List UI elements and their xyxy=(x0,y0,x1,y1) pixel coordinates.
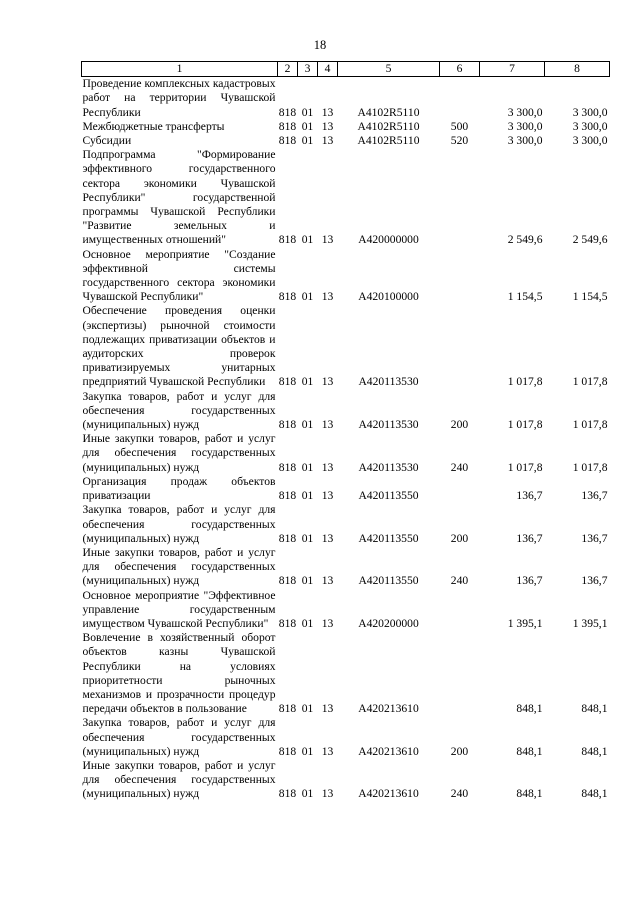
table-row xyxy=(82,120,610,134)
row-ministry-code: 818 xyxy=(278,105,297,119)
row-expense-type: 500 xyxy=(450,119,469,133)
row-section: 01 xyxy=(301,744,314,758)
row-amount-1: 136,7 xyxy=(516,531,543,545)
row-amount-2: 136,7 xyxy=(581,531,608,545)
row-name: Вовлечение в хозяйственный оборот объектов казны Чувашской Республики на условиях приоритетности рыночных механизмов и прозрачности процедур передачи объектов в пользование xyxy=(82,631,276,716)
row-name: Организация продаж объектов приватизации xyxy=(82,474,276,503)
row-amount-2: 1 017,8 xyxy=(572,460,608,474)
row-subsection: 13 xyxy=(321,787,334,801)
row-ministry-code: 818 xyxy=(278,787,297,801)
row-amount-1: 3 300,0 xyxy=(507,134,543,148)
row-amount-1: 136,7 xyxy=(516,489,543,503)
row-subsection: 13 xyxy=(321,375,334,389)
row-section: 01 xyxy=(301,418,314,432)
row-amount-1: 1 154,5 xyxy=(507,290,543,304)
row-expense-type: 240 xyxy=(450,787,469,801)
row-amount-1: 3 300,0 xyxy=(507,105,543,119)
row-amount-2: 848,1 xyxy=(581,744,608,758)
row-section: 01 xyxy=(301,616,314,630)
row-target-item: A420113550 xyxy=(358,489,419,503)
row-ministry-code: 818 xyxy=(278,460,297,474)
row-subsection: 13 xyxy=(321,744,334,758)
table-row xyxy=(82,546,610,589)
row-amount-1: 848,1 xyxy=(516,787,543,801)
row-target-item: A420000000 xyxy=(358,233,419,247)
row-target-item: A420113530 xyxy=(358,460,419,474)
row-amount-1: 848,1 xyxy=(516,744,543,758)
header-row xyxy=(82,62,610,77)
row-expense-type: 200 xyxy=(450,418,469,432)
row-subsection: 13 xyxy=(321,418,334,432)
row-target-item: A420113530 xyxy=(358,375,419,389)
row-section: 01 xyxy=(301,574,314,588)
row-name: Закупка товаров, работ и услуг для обеспечения государственных (муниципальных) нужд xyxy=(82,389,276,432)
row-target-item: A4102R5110 xyxy=(357,119,420,133)
row-name: Межбюджетные трансферты xyxy=(82,119,225,133)
row-amount-2: 3 300,0 xyxy=(572,105,608,119)
table-row xyxy=(82,248,610,305)
row-subsection: 13 xyxy=(321,460,334,474)
row-section: 01 xyxy=(301,702,314,716)
header-cell: 2 xyxy=(278,62,298,77)
table-row xyxy=(82,503,610,546)
row-subsection: 13 xyxy=(321,616,334,630)
row-amount-2: 848,1 xyxy=(581,787,608,801)
row-target-item: A420200000 xyxy=(358,616,419,630)
row-ministry-code: 818 xyxy=(278,375,297,389)
row-ministry-code: 818 xyxy=(278,290,297,304)
row-ministry-code: 818 xyxy=(278,574,297,588)
row-amount-1: 1 017,8 xyxy=(507,460,543,474)
header-cell: 7 xyxy=(480,62,545,77)
row-subsection: 13 xyxy=(321,134,334,148)
table-row xyxy=(82,304,610,389)
row-amount-2: 2 549,6 xyxy=(572,233,608,247)
row-subsection: 13 xyxy=(321,119,334,133)
row-amount-1: 1 017,8 xyxy=(507,418,543,432)
row-ministry-code: 818 xyxy=(278,744,297,758)
table-row xyxy=(82,390,610,433)
table-row xyxy=(82,759,610,802)
row-name: Субсидии xyxy=(82,134,132,148)
row-amount-2: 136,7 xyxy=(581,489,608,503)
row-amount-2: 1 395,1 xyxy=(572,616,608,630)
row-name: Иные закупки товаров, работ и услуг для обеспечения государственных (муниципальных) нужд xyxy=(82,758,276,801)
row-amount-2: 1 154,5 xyxy=(572,290,608,304)
row-amount-1: 3 300,0 xyxy=(507,119,543,133)
row-name: Иные закупки товаров, работ и услуг для обеспечения государственных (муниципальных) нужд xyxy=(82,432,276,474)
table-row xyxy=(82,631,610,716)
row-section: 01 xyxy=(301,531,314,545)
row-amount-2: 136,7 xyxy=(581,574,608,588)
row-name: Обеспечение проведения оценки (экспертизы) рыночной стоимости подлежащих приватизации объектов и аудиторских проверок приватизируемых унитарных предприятий Чувашской Республики xyxy=(82,304,276,389)
row-section: 01 xyxy=(301,105,314,119)
row-name: Проведение комплексных кадастровых работ на территории Чувашской Республики xyxy=(82,77,276,119)
row-expense-type xyxy=(440,589,480,632)
row-expense-type: 520 xyxy=(450,134,469,148)
row-target-item: A420100000 xyxy=(358,290,419,304)
row-section: 01 xyxy=(301,290,314,304)
row-amount-1: 2 549,6 xyxy=(507,233,543,247)
row-expense-type xyxy=(440,631,480,716)
row-expense-type: 200 xyxy=(450,531,469,545)
row-ministry-code: 818 xyxy=(278,119,297,133)
budget-table xyxy=(81,61,610,802)
row-ministry-code: 818 xyxy=(278,418,297,432)
header-cell: 6 xyxy=(440,62,480,77)
row-subsection: 13 xyxy=(321,105,334,119)
row-expense-type xyxy=(440,248,480,305)
table-row xyxy=(82,589,610,632)
row-amount-2: 3 300,0 xyxy=(572,134,608,148)
row-subsection: 13 xyxy=(321,489,334,503)
row-amount-1: 136,7 xyxy=(516,574,543,588)
table-row xyxy=(82,432,610,475)
row-ministry-code: 818 xyxy=(278,616,297,630)
row-subsection: 13 xyxy=(321,233,334,247)
row-amount-1: 1 017,8 xyxy=(507,375,543,389)
row-expense-type xyxy=(440,304,480,389)
table-row xyxy=(82,134,610,148)
row-expense-type: 240 xyxy=(450,460,469,474)
row-amount-2: 1 017,8 xyxy=(572,418,608,432)
table-row xyxy=(82,77,610,120)
row-name: Основное мероприятие "Создание эффективной системы государственного сектора экономики Чувашской Республики" xyxy=(82,247,276,304)
row-name: Подпрограмма "Формирование эффективного государственного сектора экономики Чувашской Республики" государственной программы Чувашской Республики "Развитие земельных и имущественных отношений" xyxy=(82,148,276,247)
row-target-item: A420113550 xyxy=(358,531,419,545)
header-cell: 4 xyxy=(318,62,338,77)
row-target-item: A420113530 xyxy=(358,418,419,432)
row-amount-1: 1 395,1 xyxy=(507,616,543,630)
row-expense-type xyxy=(440,148,480,247)
row-subsection: 13 xyxy=(321,290,334,304)
row-name: Иные закупки товаров, работ и услуг для обеспечения государственных (муниципальных) нужд xyxy=(82,545,276,588)
header-cell: 5 xyxy=(338,62,440,77)
row-expense-type xyxy=(440,77,480,120)
row-target-item: A4102R5110 xyxy=(357,105,420,119)
row-subsection: 13 xyxy=(321,574,334,588)
row-amount-2: 1 017,8 xyxy=(572,375,608,389)
row-ministry-code: 818 xyxy=(278,531,297,545)
row-section: 01 xyxy=(301,134,314,148)
row-expense-type: 200 xyxy=(450,744,469,758)
row-section: 01 xyxy=(301,460,314,474)
row-ministry-code: 818 xyxy=(278,702,297,716)
row-section: 01 xyxy=(301,119,314,133)
row-section: 01 xyxy=(301,787,314,801)
row-target-item: A4102R5110 xyxy=(357,134,420,148)
table-row xyxy=(82,475,610,503)
row-expense-type xyxy=(440,475,480,503)
row-name: Закупка товаров, работ и услуг для обеспечения государственных (муниципальных) нужд xyxy=(82,503,276,545)
header-cell: 3 xyxy=(298,62,318,77)
table-row xyxy=(82,148,610,247)
row-subsection: 13 xyxy=(321,531,334,545)
row-subsection: 13 xyxy=(321,702,334,716)
row-ministry-code: 818 xyxy=(278,489,297,503)
row-target-item: A420113550 xyxy=(358,574,419,588)
header-cell: 8 xyxy=(545,62,610,77)
header-cell: 1 xyxy=(82,62,278,77)
row-section: 01 xyxy=(301,233,314,247)
row-target-item: A420213610 xyxy=(358,702,419,716)
row-target-item: A420213610 xyxy=(358,744,419,758)
row-section: 01 xyxy=(301,375,314,389)
page-number: 18 xyxy=(313,38,327,52)
row-name: Основное мероприятие "Эффективное управление государственным имуществом Чувашской Республики" xyxy=(82,588,276,630)
row-ministry-code: 818 xyxy=(278,233,297,247)
row-ministry-code: 818 xyxy=(278,134,297,148)
row-amount-1: 848,1 xyxy=(516,702,543,716)
row-amount-2: 3 300,0 xyxy=(572,119,608,133)
row-target-item: A420213610 xyxy=(358,787,419,801)
row-name: Закупка товаров, работ и услуг для обеспечения государственных (муниципальных) нужд xyxy=(82,716,276,758)
row-expense-type: 240 xyxy=(450,574,469,588)
row-amount-2: 848,1 xyxy=(581,702,608,716)
row-section: 01 xyxy=(301,489,314,503)
table-row xyxy=(82,716,610,759)
